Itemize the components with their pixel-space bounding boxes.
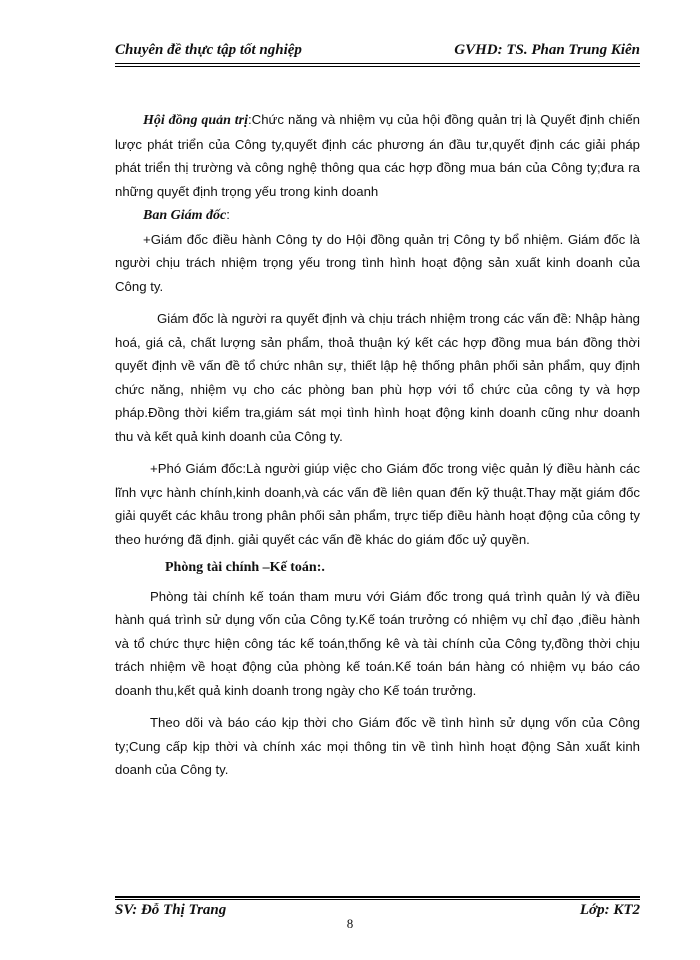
heading-bgd: Ban Giám đốc [143,208,227,223]
page-number: 8 [346,916,354,931]
paragraph-ptc-heading [115,555,640,580]
paragraph-giam-doc-2: Giám đốc là người ra quyết định và chịu trách nhiệm trong các vấn đề: Nhập hàng hoá, giá cả, chất lượng sản phẩm, thoả thuận ký kết các hợp đồng mua bán đồng thời quyết định về vấn đề tổ chức nhân sự, thiết lập hệ thống phân phối sản phẩm, quy định chức năng, nhiệm vụ cho các phòng ban phù hợp với tổ chức của công ty và hợp pháp.Đồng thời kiểm tra,giám sát mọi tình hình hoạt động kinh doanh cũng như doanh thu và kết quả kinh doanh của Công ty. [115,311,640,444]
document-body [115,108,640,782]
footer-student: SV: Đỗ Thị Trang [115,902,227,918]
header-advisor: GVHD: TS. Phan Trung Kiên [454,42,640,58]
footer-rule [115,896,640,900]
paragraph-ptc-1: Phòng tài chính kế toán tham mưu với Giám đốc trong quá trình quản lý và điều hành quá trình sử dụng vốn của Công ty.Kế toán trưởng có nhiệm vụ chỉ đạo ,điều hành và tổ chức thực hiện công tác kế toán,thống kê và tài chính của Công ty,đồng thời chịu trách nhiệm về hoạt động của phòng kế toán.Kế toán bán hàng có nhiệm vụ báo cáo doanh thu,kết quả kinh doanh trong ngày cho Kế toán trưởng. [115,588,640,698]
text-hdqt: :Chức năng và nhiệm vụ của hội đồng quản trị là Quyết định chiến lược phát triển của Công ty,quyết định các phương án đầu tư,quyết định các giải pháp phát triển thị trường và công nghệ thông qua các hợp đồng mua bán của Công ty;đưa ra những quyết định trọng yếu trong kinh doanh [115,112,640,199]
paragraph-bgd-heading [115,203,640,228]
header-title: Chuyên đề thực tập tốt nghiệp [115,42,302,58]
footer-class: Lớp: KT2 [579,902,640,918]
paragraph-giam-doc: +Giám đốc điều hành Công ty do Hội đồng quản trị Công ty bổ nhiệm. Giám đốc là người chịu trách nhiệm trọng yếu trong tình hình hoạt động sản xuất kinh doanh của Công ty. [115,231,640,294]
heading-bgd-colon: : [226,207,230,222]
heading-ptc: Phòng tài chính –Kế toán:. [165,560,325,575]
heading-hdqt: Hội đồng quản trị [143,113,248,128]
paragraph-pho-giam-doc: +Phó Giám đốc:Là người giúp việc cho Giám đốc trong việc quản lý điều hành các lĩnh vực hành chính,kinh doanh,và các vấn đề liên quan đến kỹ thuật.Thay mặt giám đốc giải quyết các khâu trong phân phối sản phẩm, trực tiếp điều hành hoạt động của công ty theo hướng đã định. giải quyết các vấn đề khác do giám đốc uỷ quyền. [115,461,640,547]
paragraph-hdqt [115,108,640,203]
paragraph-ptc-2: Theo dõi và báo cáo kịp thời cho Giám đốc về tình hình sử dụng vốn của Công ty;Cung cấp kịp thời và chính xác mọi thông tin về tình hình hoạt động Sản xuất kinh doanh của Công ty. [115,715,640,777]
header-rule [115,63,640,67]
